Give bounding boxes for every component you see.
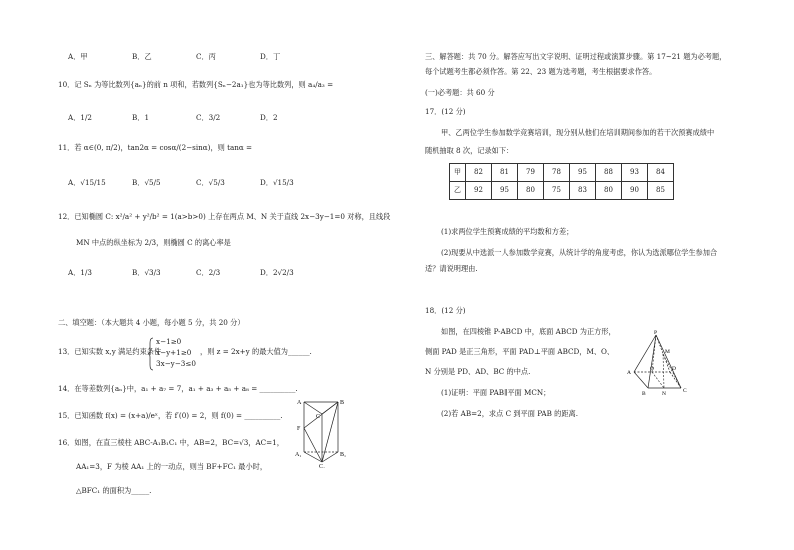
q13-lead: 13．已知实数 x,y 满足约束条件: [58, 347, 162, 356]
q10-option-c: C．3/2: [196, 113, 221, 122]
pyramid-label-o: O: [650, 366, 654, 372]
q12-option-c: C．2/3: [196, 268, 221, 277]
score-cell: 92: [466, 182, 492, 200]
q12-option-a: A．1/3: [68, 268, 92, 277]
q10-option-d: D．2: [260, 113, 278, 122]
score-cell: 93: [622, 164, 648, 182]
q17-line2: 随机抽取 8 次，记录如下：: [425, 146, 514, 155]
q17-sub2-line2: 适？请说明理由.: [425, 264, 478, 273]
q10-stem: 10．记 Sₙ 为等比数列{aₙ}的前 n 项和，若数列{Sₙ−2a₁}也为等比数列，则 a₄/a₃ =: [58, 80, 334, 89]
q14: 14．在等差数列{aₙ}中，a₁ + a₇ = 7，a₁ + a₃ + a₅ + a₈ = __________.: [58, 384, 298, 393]
score-table: [449, 163, 674, 200]
q11-option-d: D．√15/3: [260, 178, 294, 187]
score-cell: 80: [596, 182, 622, 200]
q18-line3: N 分别是 PD、AD、BC 的中点.: [425, 367, 531, 376]
row-label-yi: 乙: [450, 182, 466, 200]
section2-heading: 二、填空题：（本大题共 4 小题，每小题 5 分，共 20 分）: [58, 318, 245, 327]
q13-tail: ，则 z = 2x+y 的最大值为______.: [200, 347, 312, 356]
score-cell: 79: [518, 164, 544, 182]
table-row: [450, 164, 674, 182]
q11-option-a: A．√15/15: [68, 178, 106, 187]
prism-figure: [292, 396, 352, 468]
q12-option-d: D．2√2/3: [260, 268, 294, 277]
q9-option-a: A．甲: [68, 52, 88, 61]
part1-heading: (一)必考题：共 60 分: [425, 88, 495, 97]
q13-cond2: x−y+1≥0: [156, 348, 192, 357]
pyramid-label-c: C: [683, 388, 687, 394]
prism-label-b: B: [340, 400, 345, 406]
score-cell: 85: [648, 182, 674, 200]
q9-option-c: C．丙: [196, 52, 216, 61]
q12-line2: MN 中点的纵坐标为 2/3，则椭圆 C 的离心率是: [76, 238, 231, 247]
q11-stem: 11．若 α∈(0, π/2)，tan2α = cosα/(2−sinα)，则 tanα =: [58, 143, 253, 152]
score-cell: 80: [518, 182, 544, 200]
pyramid-label-a: A: [627, 370, 631, 376]
pyramid-label-b: B: [642, 391, 646, 397]
q18-line2: 侧面 PAD 是正三角形，平面 PAD⊥平面 ABCD，M、O、: [425, 347, 615, 356]
row-label-jia: 甲: [450, 164, 466, 182]
pyramid-label-m: M: [665, 349, 670, 355]
q13-text: [58, 347, 161, 356]
pyramid-label-d: D: [672, 366, 676, 372]
score-cell: 75: [544, 182, 570, 200]
q17-sub2-line1: (2)现要从中选派一人参加数学竞赛，从统计学的角度考虑，你认为选派哪位学生参加合: [441, 248, 718, 257]
section3-line2: 每个试题考生都必须作答。第 22、23 题为选考题，考生根据要求作答。: [425, 67, 657, 76]
q16-line1: 16．如图，在直三棱柱 ABC-A₁B₁C₁ 中，AB=2，BC=√3，AC=1，: [58, 438, 284, 447]
score-cell: 83: [570, 182, 596, 200]
score-cell: 90: [622, 182, 648, 200]
section3-line1: 三、解答题：共 70 分。解答应写出文字说明、证明过程或演算步骤。第 17~21 题为必考题，: [425, 52, 727, 61]
q18-sub1: (1)证明：平面 PAB∥平面 MCN；: [441, 388, 551, 397]
q10-option-a: A．1/2: [68, 113, 92, 122]
table-row: [450, 182, 674, 200]
q18-line1: 如图，在四棱锥 P-ABCD 中，底面 ABCD 为正方形，: [441, 327, 616, 336]
q17-line1: 甲、乙两位学生参加数学竞赛培训，现分别从他们在培训期间参加的若干次预赛成绩中: [441, 128, 715, 137]
score-cell: 81: [492, 164, 518, 182]
score-cell: 88: [596, 164, 622, 182]
pyramid-label-n: N: [662, 391, 666, 397]
pyramid-label-p: P: [654, 330, 658, 336]
score-cell: 84: [648, 164, 674, 182]
score-cell: 95: [492, 182, 518, 200]
q15: 15．已知函数 f(x) = (x+a)/eˣ，若 f′(0) = 2，则 f(0) = __________.: [58, 411, 283, 420]
score-cell: 82: [466, 164, 492, 182]
q13-cond3: 3x−y−3≤0: [156, 359, 196, 368]
q16-line3: △BFC₁ 的面积为_____.: [76, 486, 152, 495]
q17-head: 17．(12 分): [425, 107, 466, 116]
q10-option-b: B．1: [132, 113, 150, 122]
prism-label-f: F: [297, 426, 301, 432]
q18-head: 18．(12 分): [425, 306, 466, 315]
pyramid-figure: [626, 330, 696, 400]
q13-brace-icon: [148, 337, 154, 371]
q9-option-d: D．丁: [260, 52, 281, 61]
q12-option-b: B．√3/3: [132, 268, 161, 277]
q9-option-b: B．乙: [132, 52, 152, 61]
q11-option-b: B．√5/5: [132, 178, 161, 187]
prism-label-b1: B₁: [340, 452, 347, 458]
prism-label-a1: A₁: [295, 452, 302, 458]
q18-sub2: (2)若 AB=2，求点 C 到平面 PAB 的距离.: [441, 409, 578, 418]
q13-cond1: x−1≥0: [156, 337, 182, 346]
score-cell: 95: [570, 164, 596, 182]
prism-label-c: C: [316, 414, 321, 420]
prism-label-c1: C₁: [319, 464, 326, 468]
q12-line1: 12．已知椭圆 C: x²/a² + y²/b² = 1(a>b>0) 上存在两点 M、N 关于直线 2x−3y−1=0 对称，且线段: [58, 212, 391, 221]
score-cell: 78: [544, 164, 570, 182]
q17-sub1: (1)求两位学生预赛成绩的平均数和方差；: [441, 227, 574, 236]
q16-line2: AA₁=3，F 为棱 AA₁ 上的一动点，则当 BF+FC₁ 最小时，: [76, 462, 268, 471]
prism-label-a: A: [297, 400, 302, 406]
q11-option-c: C．√5/3: [196, 178, 225, 187]
